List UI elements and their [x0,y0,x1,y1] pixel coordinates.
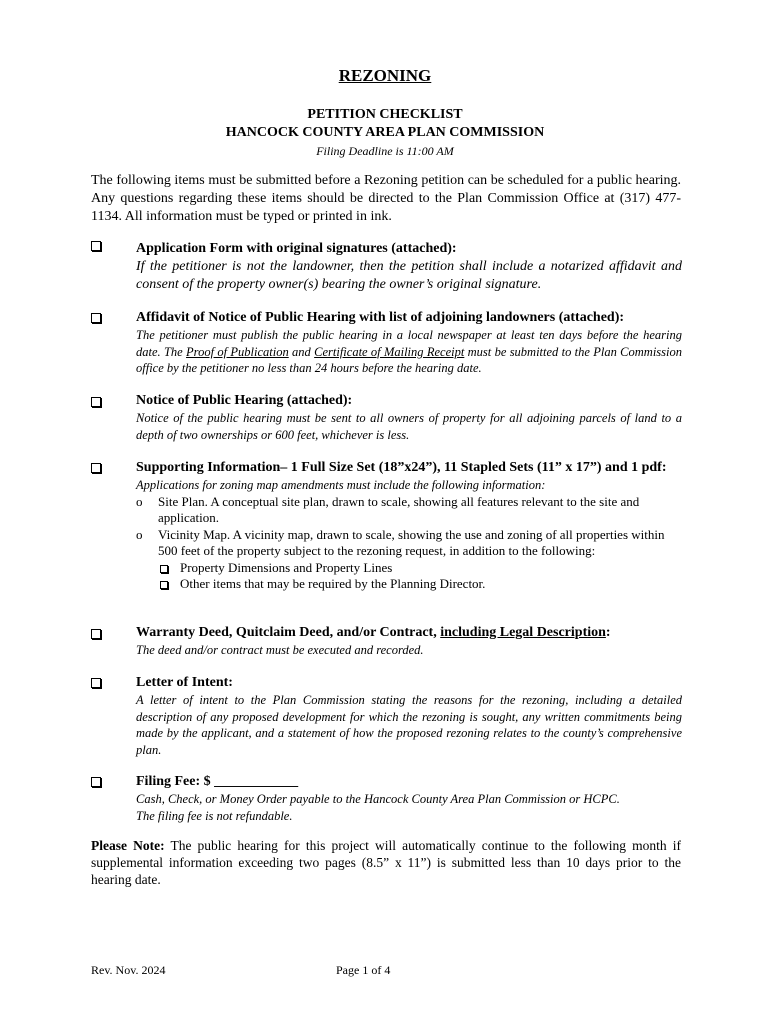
item-title: Letter of Intent: [136,675,233,690]
document-title: REZONING [338,66,432,85]
supporting-list [136,494,682,593]
checkbox-deed-icon [91,629,101,639]
subtitle-checklist: PETITION CHECKLIST [307,107,463,122]
item-description: The filing fee is not refundable. [136,808,293,823]
page-number: Page 1 of 4 [336,963,391,977]
list-item-site-plan: o Site Plan. A conceptual site plan, drawn to scale, showing all features relevant to the site and application. [136,493,640,525]
list-item-vicinity-map: o Vicinity Map. A vicinity map, drawn to scale, showing the use and zoning of all properties within 500 feet of the property subject to the rezoning request, in addition to the following: [136,526,665,558]
revision-date: Rev. Nov. 2024 [91,963,166,977]
checkbox-fee-icon [91,777,101,787]
checklist-item-deed [136,624,682,659]
note-label: Please Note: [91,838,165,853]
item-title: Application Form with original signatures (attached): [136,241,457,256]
checklist-item-intent [136,674,682,758]
legal-description: including Legal Description [440,625,606,640]
item-title: Warranty Deed, Quitclaim Deed, and/or Contract, including Legal Description: [136,625,611,640]
proof-of-publication: Proof of Publication [186,344,289,359]
note-text: The public hearing for this project will automatically continue to the following month if supplemental information exceeding two pages (8.5” x 11”) is submitted less than 10 days prior to the hearing date. [91,838,681,887]
item-description: A letter of intent to the Plan Commission stating the reasons for the rezoning, including a detailed description of any proposed development for which the rezoning is sought, any written commitments being made by the applicant, and a statement of how the proposed rezoning relates to the county’s comprehensive plan. [136,693,682,757]
checkbox-affidavit-icon [91,313,101,323]
filing-deadline: Filing Deadline is 11:00 AM [316,144,454,158]
intro-paragraph: The following items must be submitted before a Rezoning petition can be scheduled for a public hearing. Any questions regarding these items should be directed to the Plan Commission Office at (317) 477-1134. All information must be typed or printed in ink. [91,173,681,224]
checkbox-icon [160,581,168,589]
certificate-of-mailing-receipt: Certificate of Mailing Receipt [314,344,465,359]
item-title: Affidavit of Notice of Public Hearing with list of adjoining landowners (attached): [136,310,625,325]
checkbox-application-icon [91,241,101,251]
checklist-item-supporting [136,459,682,593]
list-item-other-items: Other items that may be required by the Planning Director. [136,576,682,593]
item-title: Supporting Information– 1 Full Size Set (18”x24”), 11 Stapled Sets (11” x 17”) and 1 pdf: [136,460,667,475]
item-description: Applications for zoning map amendments must include the following information: [136,478,546,492]
list-item-property-dimensions: Property Dimensions and Property Lines [136,560,682,577]
checklist-item-notice [136,392,682,443]
checkbox-icon [160,565,168,573]
item-description: If the petitioner is not the landowner, then the petition shall include a notarized affidavit and consent of the property owner(s) bearing the owner’s original signature. [136,259,682,292]
bullet-icon: o [136,493,143,509]
checkbox-supporting-icon [91,463,101,473]
item-description: Notice of the public hearing must be sent to all owners of property for all adjoining parcels of land to a depth of two ownerships or 600 feet, whichever is less. [136,411,682,442]
checklist-item-application [136,240,682,294]
checkbox-intent-icon [91,678,101,688]
bullet-icon: o [136,526,143,542]
item-description: The deed and/or contract must be executed and recorded. [136,643,424,657]
please-note [91,837,681,888]
item-description: Cash, Check, or Money Order payable to the Hancock County Area Plan Commission or HCPC. [136,792,620,806]
item-title: Filing Fee: $ ____________ [136,774,299,789]
checklist-item-fee [136,773,682,824]
checkbox-notice-icon [91,397,101,407]
checklist-item-affidavit [136,309,682,377]
item-description: The petitioner must publish the public hearing in a local newspaper at least ten days before the hearing date. The Proof of Publication and Certificate of Mailing Receipt must be submitted to the Plan Commission office by the petitioner no less than 24 hours before the hearing date. [136,328,682,375]
item-title: Notice of Public Hearing (attached): [136,393,353,408]
subtitle-commission: HANCOCK COUNTY AREA PLAN COMMISSION [225,125,545,140]
